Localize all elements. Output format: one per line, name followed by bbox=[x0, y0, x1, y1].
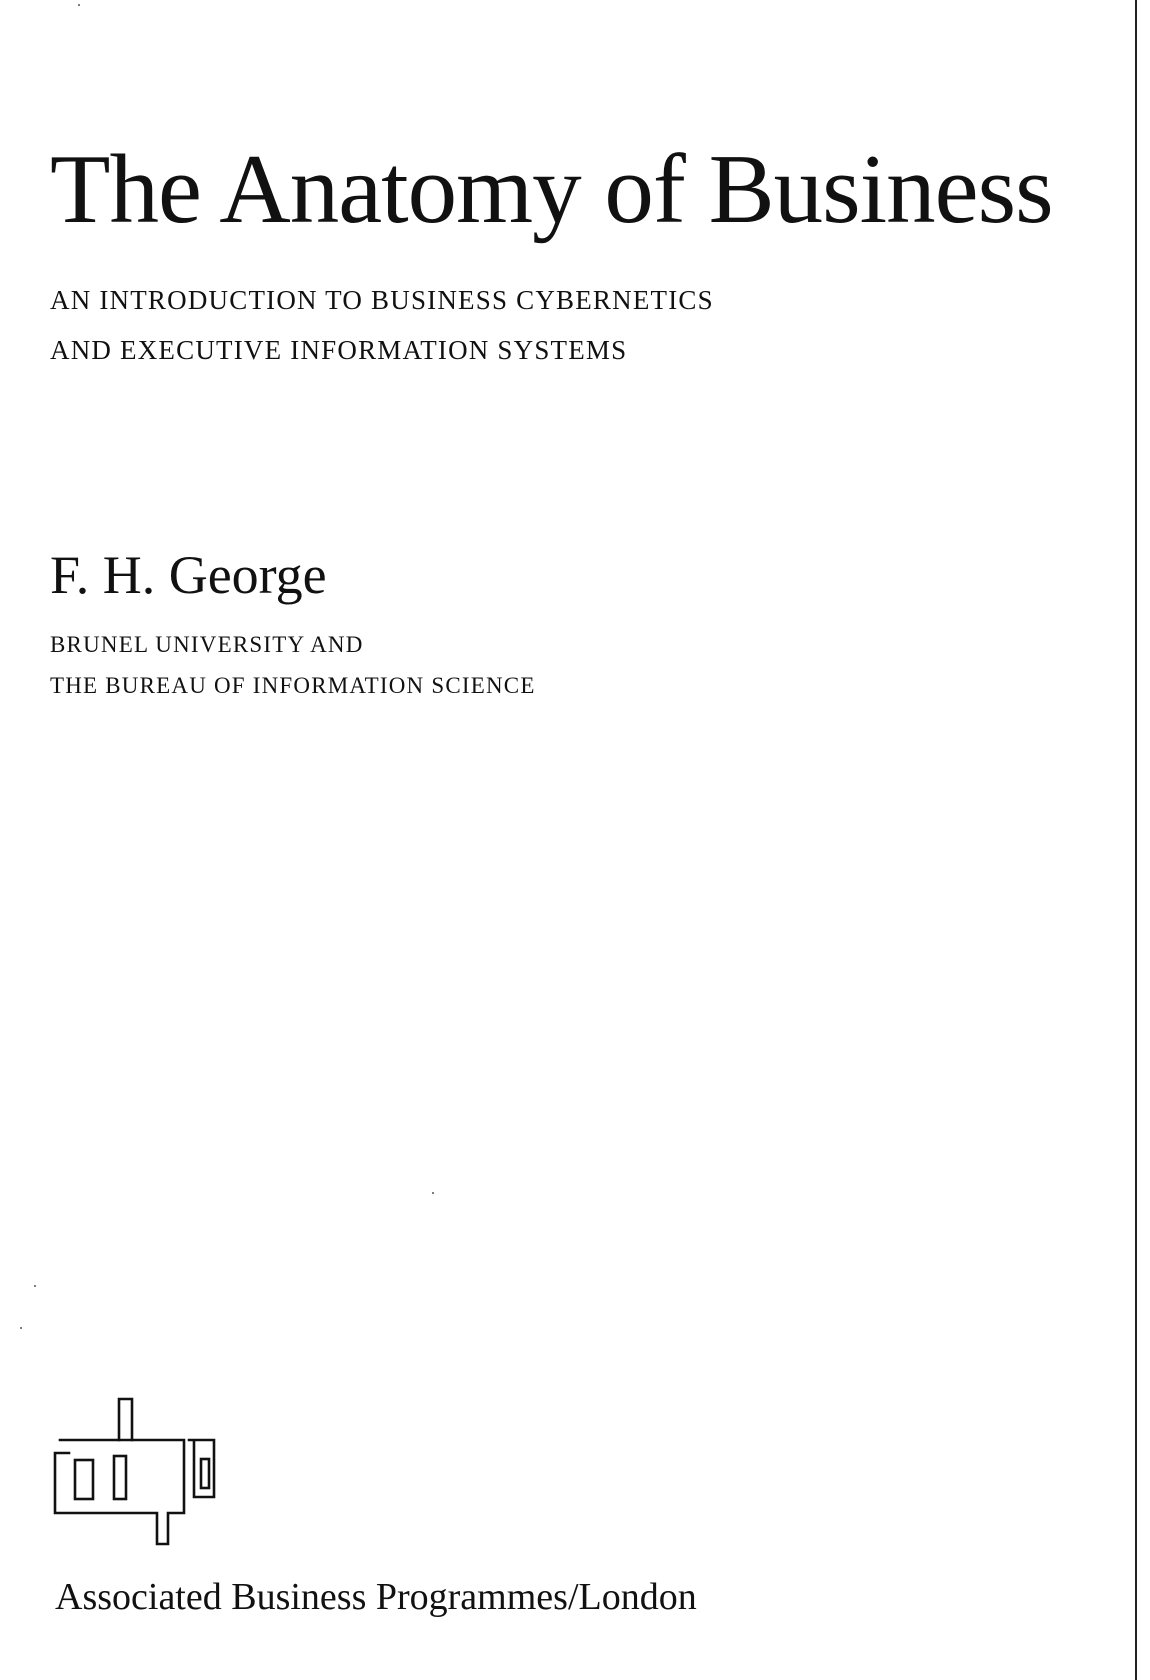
author-affiliation-line-2: THE BUREAU OF INFORMATION SCIENCE bbox=[50, 673, 536, 698]
scan-speck bbox=[78, 4, 80, 6]
subtitle-line-2: AND EXECUTIVE INFORMATION SYSTEMS bbox=[50, 335, 628, 365]
subtitle-line-1: AN INTRODUCTION TO BUSINESS CYBERNETICS bbox=[50, 285, 714, 315]
publisher-name: Associated Business Programmes/London bbox=[55, 1576, 697, 1618]
author-affiliation-line-1: BRUNEL UNIVERSITY AND bbox=[50, 632, 364, 657]
page-edge-line bbox=[1135, 0, 1137, 1680]
author-name: F. H. George bbox=[50, 545, 327, 605]
scan-speck bbox=[34, 1285, 36, 1287]
book-title: The Anatomy of Business bbox=[50, 135, 1053, 244]
publisher-logo bbox=[52, 1394, 218, 1546]
scan-speck bbox=[432, 1192, 434, 1194]
scan-speck bbox=[20, 1327, 22, 1329]
